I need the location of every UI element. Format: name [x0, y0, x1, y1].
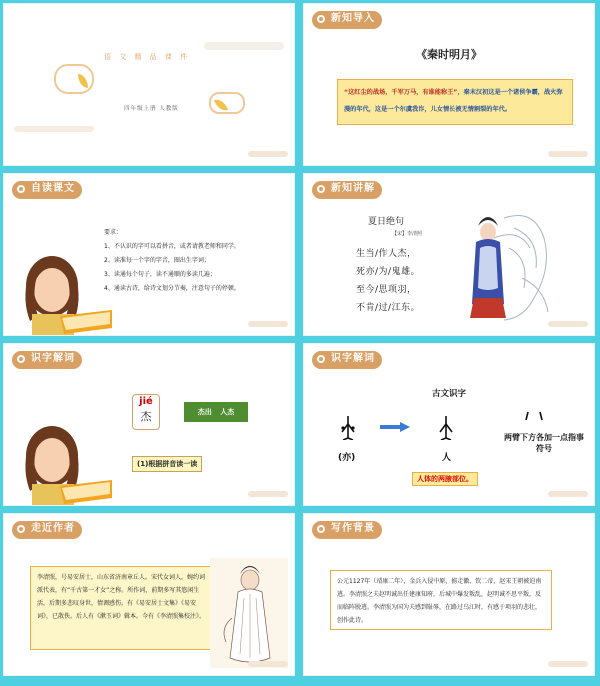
- decor-brush: [548, 151, 588, 157]
- poem-line: 死亦/为/鬼雄。: [356, 267, 421, 277]
- slide-new-intro[interactable]: [303, 3, 595, 166]
- ancient-glyph-icon: [340, 414, 356, 440]
- poem-line: 生当/作人杰，: [356, 249, 417, 259]
- section-tag: 识字解词: [12, 351, 82, 369]
- section-tag: 新知导入: [312, 11, 382, 29]
- section-tag: 新知讲解: [312, 181, 382, 199]
- warrior-illustration: [464, 208, 552, 328]
- poem-line: 不肯/过/江东。: [356, 303, 421, 313]
- poem-author: 【宋】李清照: [392, 231, 423, 237]
- tag-dot-icon: [316, 524, 326, 534]
- tag-dot-icon: [16, 354, 26, 364]
- tag-dot-icon: [16, 184, 26, 194]
- req-item: 2、读准每一个字的字音，圈出生字词；: [104, 257, 210, 264]
- tag-dot-icon: [16, 524, 26, 534]
- glyph-label: (亦): [338, 453, 356, 463]
- requirements: [104, 226, 240, 296]
- slide-cover[interactable]: [3, 3, 295, 166]
- intro-text: 秦末汉初这是一个诸侯争霸，战火弥漫的年代，这是一个尔虞我诈，儿女情长被无情割裂的年代。: [344, 89, 563, 113]
- li-qingzhao-portrait: [210, 558, 288, 668]
- stroke-marks-icon: [524, 410, 544, 422]
- section-tag: 自读课文: [12, 181, 82, 199]
- word-box: 杰出 人杰: [184, 402, 248, 422]
- decor-brush: [248, 151, 288, 157]
- req-item: 1、不认识的字可以看拼音，或者请教老师和同学。: [104, 243, 240, 250]
- slide-char-2[interactable]: [303, 343, 595, 506]
- tag-dot-icon: [316, 354, 326, 364]
- background-text: 公元1127年（靖康二年），金兵入侵中原，掳走徽、钦二帝，赵宋王朝被迫南逃。李清照之夫赵明诚出任建康知府，后城中爆发叛乱，赵明诚不思平叛，反而临阵脱逃。李清照为国为夫感到耻辱，在路过乌江时，有感于项羽的悲壮，创作此诗。: [330, 570, 552, 630]
- quote-text: “这红尘的战场，千军万马，有谁能称王”，: [344, 89, 464, 96]
- decor-brush: [548, 661, 588, 667]
- req-heading: 要求：: [104, 229, 123, 236]
- character-card[interactable]: [132, 394, 160, 430]
- read-instruction: (1)根据拼音读一读: [132, 456, 202, 472]
- pinyin: jié: [139, 396, 153, 407]
- tag-dot-icon: [316, 14, 326, 24]
- req-item: 3、读通每个句子，读不通顺的多读几遍；: [104, 271, 216, 278]
- slide-background[interactable]: [303, 513, 595, 676]
- red-note: 人体的两腋部位。: [412, 472, 478, 486]
- glyph-note: 两臂下方各加一点指事符号: [504, 433, 584, 453]
- decor-brush: [548, 491, 588, 497]
- decor-brush: [248, 491, 288, 497]
- slide-author[interactable]: [3, 513, 295, 676]
- author-text: 李清照，号易安居士，山东省济南章丘人。宋代女词人，婉约词派代表，有“千古第一才女”之称。所作词，前期多写其悠闲生活，后期多悲叹身世，情调感伤。有《易安居士文集》《易安词》，已散佚。后人有《漱玉词》辑本。今有《李清照集校注》。: [30, 566, 212, 650]
- decor-brush: [548, 321, 588, 327]
- section-heading: 古文识字: [431, 389, 466, 399]
- slide-new-lecture[interactable]: [303, 173, 595, 336]
- decor-band: [204, 42, 284, 50]
- decor-brush: [248, 661, 288, 667]
- decor-ring: [209, 92, 245, 114]
- decor-ring: [54, 64, 94, 94]
- decor-brush: [248, 321, 288, 327]
- slide-char-1[interactable]: [3, 343, 295, 506]
- character: 杰: [140, 410, 152, 423]
- poem-title: 夏日绝句: [368, 217, 405, 227]
- cover-title: 语 文 精 品 课 件: [104, 53, 191, 61]
- section-tag: 写作背景: [312, 521, 382, 539]
- slide-title: 《秦时明月》: [416, 48, 482, 61]
- ancient-glyph-icon: [438, 414, 454, 440]
- section-tag: 识字解词: [312, 351, 382, 369]
- poem-line: 至今/思项羽，: [356, 285, 417, 295]
- intro-text-box: [337, 79, 573, 125]
- decor-band: [14, 126, 94, 132]
- req-item: 4、通读古诗，给诗文划分节奏，注意句子的停顿。: [104, 285, 240, 292]
- arrow-right-icon: [380, 422, 410, 432]
- cover-subtitle: 四年级上册 人教版: [124, 106, 179, 112]
- glyph-label: 人: [442, 453, 452, 463]
- slide-self-read[interactable]: [3, 173, 295, 336]
- tag-dot-icon: [316, 184, 326, 194]
- section-tag: 走近作者: [12, 521, 82, 539]
- girl-reading-illustration: [12, 416, 122, 506]
